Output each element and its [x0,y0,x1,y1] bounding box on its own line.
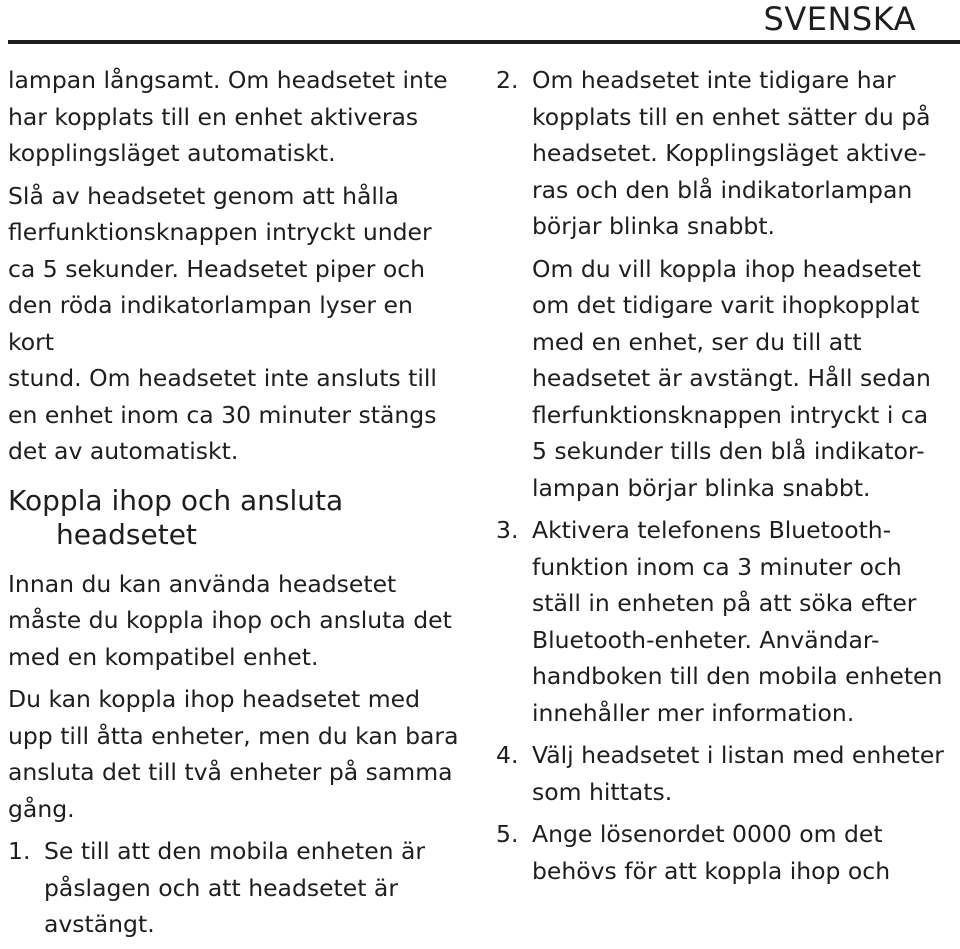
step-1 [8,833,466,943]
paragraph-intro: lampan långsamt. Om headsetet inte har kopplats till en enhet aktiveras kopplingsläget automatiskt. [8,66,448,167]
step-2 [496,62,954,245]
right-column [496,62,954,895]
step-text: Se till att den mobila enheten är påslagen och att headsetet är avstängt. [44,837,426,938]
step-5 [496,816,954,889]
step-text: Om headsetet inte tidigare har kopplats till en enhet sätter du på headsetet. Kopplingsläget aktive- ras och den blå indikatorlampan börjar blinka snabbt. [532,66,931,240]
step-number: 2. [496,66,519,94]
step-number: 5. [496,820,519,848]
section-heading: Koppla ihop och ansluta headsetet [8,483,344,551]
step-text: Aktivera telefonens Bluetooth- funktion inom ca 3 minuter och ställ in enheten på att söka efter Bluetooth-enheter. Användar- handboken till den mobila enheten innehåller mer information. [532,516,943,727]
step-number: 3. [496,516,519,544]
step-4 [496,737,954,810]
section-label: SVENSKA [763,0,916,38]
step-3 [496,512,954,731]
step-text: Ange lösenordet 0000 om det behövs för att koppla ihop och [532,820,891,885]
paragraph-before-use: Innan du kan använda headsetet måste du koppla ihop och ansluta det med en kompatibel enhet. [8,569,452,671]
step-number: 4. [496,741,519,769]
paragraph-power-off: Slå av headsetet genom att hålla flerfunktionsknappen intryckt under ca 5 sekunder. Headsetet piper och den röda indikatorlampan lyser en kort stund. Om headsetet inte ansluts till en enhet inom ca 30 minuter stängs det av automatiskt. [8,181,437,465]
step-text: Välj headsetet i listan med enheter som hittats. [532,741,944,806]
header-rule [8,40,960,44]
step-2-note: Om du vill koppla ihop headsetet om det tidigare varit ihopkopplat med en enhet, ser du till att headsetet är avstängt. Håll sedan flerfunktionsknappen intryckt i ca 5 sekunder tills den blå indikator- lampan börjar blinka snabbt. [532,254,931,502]
left-column [8,62,466,949]
paragraph-pair-limit: Du kan koppla ihop headsetet med upp till åtta enheter, men du kan bara ansluta det till två enheter på samma gång. [8,685,459,823]
step-number: 1. [8,837,31,865]
